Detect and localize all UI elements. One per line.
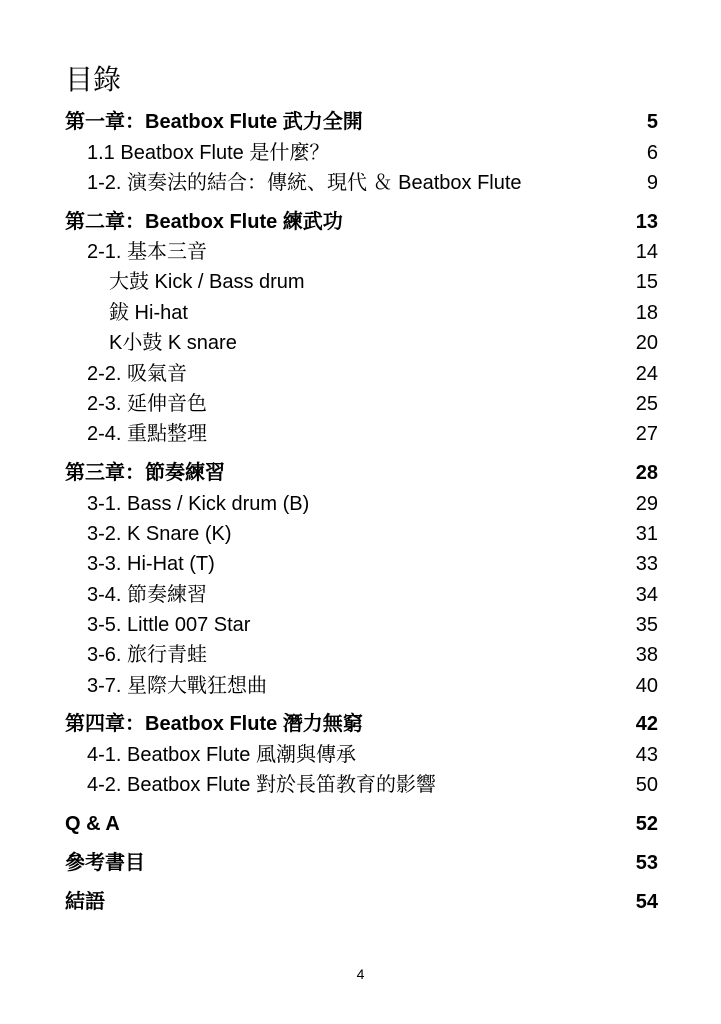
toc-entry[interactable] (0, 709, 721, 739)
toc-entry[interactable] (0, 267, 721, 297)
toc-entry-page: 53 (635, 852, 658, 874)
toc-entry-label: 3-1. Bass / Kick drum (B) (87, 493, 310, 515)
toc-entry-label: 3-3. Hi-Hat (T) (87, 553, 215, 575)
toc-entry-label: K小鼓 K snare (109, 332, 237, 354)
toc-entry[interactable] (0, 671, 721, 701)
toc-entry-label: 結語 (65, 891, 105, 913)
toc-entry-page: 38 (635, 644, 658, 666)
toc-entry-page: 50 (635, 774, 658, 796)
toc-entry-page: 5 (646, 111, 658, 133)
toc-entry-page: 28 (635, 462, 658, 484)
toc-entry-page: 35 (635, 614, 658, 636)
toc-entry-page: 13 (635, 211, 658, 233)
toc-entry-label: 鈸 Hi-hat (109, 302, 188, 324)
toc-entry-page: 14 (635, 241, 658, 263)
toc-entry-page: 6 (646, 142, 658, 164)
toc-entry[interactable] (0, 740, 721, 770)
toc-entry-page: 40 (635, 675, 658, 697)
toc-entry[interactable] (0, 389, 721, 419)
toc-entry-page: 54 (635, 891, 658, 913)
toc-entry-label: 4-1. Beatbox Flute 風潮與傳承 (87, 744, 356, 766)
toc-entry-label: Q & A (65, 813, 120, 835)
toc-entry-page: 34 (635, 584, 658, 606)
toc-entry-label: 參考書目 (65, 852, 145, 874)
toc-entry-page: 42 (635, 713, 658, 735)
toc-entry-label: 第二章：Beatbox Flute 練武功 (65, 211, 343, 233)
toc-entry[interactable] (0, 419, 721, 449)
toc-entry[interactable] (0, 610, 721, 640)
toc-entry[interactable] (0, 489, 721, 519)
toc-entry[interactable] (0, 328, 721, 358)
toc-entry[interactable] (0, 237, 721, 267)
toc-entry-label: 3-7. 星際大戰狂想曲 (87, 675, 268, 697)
toc-entry[interactable] (0, 138, 721, 168)
toc-entry-label: 2-4. 重點整理 (87, 423, 208, 445)
toc-entry-page: 24 (635, 363, 658, 385)
toc-entry-label: 1-2. 演奏法的結合：傳統、現代 ＆ Beatbox Flute (87, 172, 522, 194)
toc-entry[interactable] (0, 107, 721, 137)
toc-entry-label: 3-4. 節奏練習 (87, 584, 208, 606)
toc-entry[interactable] (0, 640, 721, 670)
toc-entry[interactable] (0, 887, 721, 917)
toc-entry-page: 27 (635, 423, 658, 445)
toc-entry-label: 3-2. K Snare (K) (87, 523, 232, 545)
toc-entry[interactable] (0, 359, 721, 389)
toc-entry-page: 18 (635, 302, 658, 324)
toc-entry-page: 52 (635, 813, 658, 835)
toc-entry-page: 43 (635, 744, 658, 766)
toc-entry-label: 4-2. Beatbox Flute 對於長笛教育的影響 (87, 774, 436, 796)
page-number: 4 (356, 966, 365, 982)
toc-entry-label: 第一章：Beatbox Flute 武力全開 (65, 111, 363, 133)
toc-entry-label: 第三章：節奏練習 (65, 462, 225, 484)
toc-entry[interactable] (0, 549, 721, 579)
toc-entry-page: 29 (635, 493, 658, 515)
toc-entry-label: 2-1. 基本三音 (87, 241, 208, 263)
toc-entry-label: 1.1 Beatbox Flute 是什麼？ (87, 142, 330, 164)
toc-entry-page: 15 (635, 271, 658, 293)
toc-entry-label: 2-3. 延伸音色 (87, 393, 208, 415)
toc-entry-page: 20 (635, 332, 658, 354)
toc-entry-page: 33 (635, 553, 658, 575)
toc-entry[interactable] (0, 580, 721, 610)
page-title: 目錄 (65, 64, 122, 95)
toc-entry[interactable] (0, 519, 721, 549)
toc-entry-page: 31 (635, 523, 658, 545)
toc-entry[interactable] (0, 168, 721, 198)
toc-entry-page: 25 (635, 393, 658, 415)
toc-entry[interactable] (0, 809, 721, 839)
toc-entry[interactable] (0, 848, 721, 878)
toc-entry[interactable] (0, 770, 721, 800)
toc-entry-label: 3-5. Little 007 Star (87, 614, 251, 636)
toc-entry-label: 大鼓 Kick / Bass drum (109, 271, 305, 293)
toc-entry-label: 第四章：Beatbox Flute 潛力無窮 (65, 713, 363, 735)
toc-entry-label: 3-6. 旅行青蛙 (87, 644, 208, 666)
toc-entry[interactable] (0, 207, 721, 237)
toc-entry[interactable] (0, 298, 721, 328)
toc-entry-label: 2-2. 吸氣音 (87, 363, 188, 385)
toc-entry[interactable] (0, 458, 721, 488)
toc-entry-page: 9 (646, 172, 658, 194)
